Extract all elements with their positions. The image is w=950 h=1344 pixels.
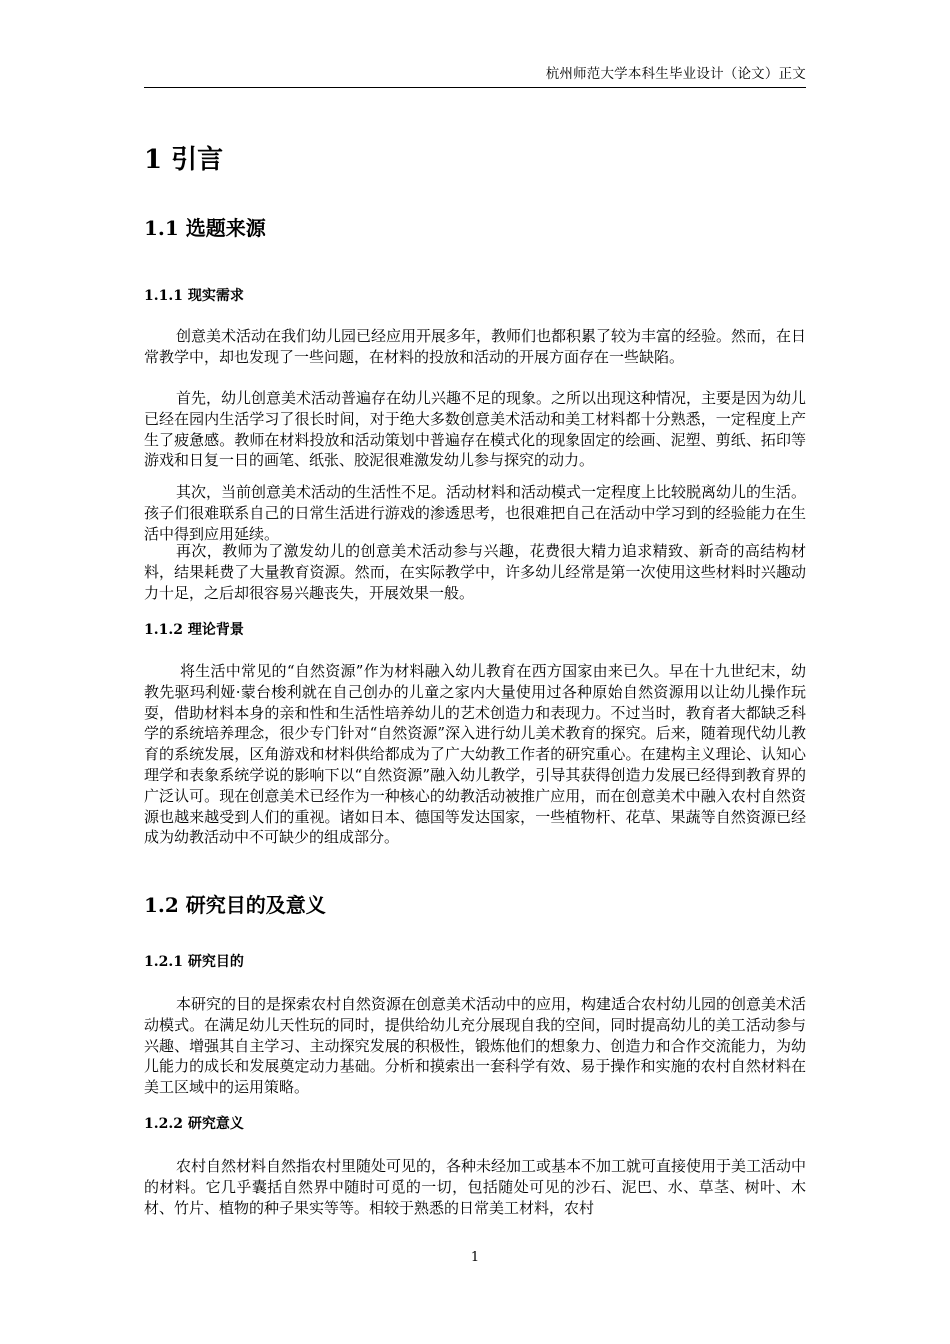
page-number: 1 xyxy=(470,1250,480,1265)
paragraph: 本研究的目的是探索农村自然资源在创意美术活动中的应用，构建适合农村幼儿园的创意美术活动模式。在满足幼儿天性玩的同时，提供给幼儿充分展现自我的空间，同时提高幼儿的美工活动参与兴趣、增强其自主学习、主动探究发展的积极性，锻炼他们的想象力、创造力和合作交流能力，为幼儿能力的成长和发展奠定动力基础。分析和摸索出一套科学有效、易于操作和实施的农村自然材料在美工区域中的运用策略。 xyxy=(144,995,807,1097)
subsection-title-1-2-2: 1.2.2 研究意义 xyxy=(144,1116,244,1132)
subsection-title-1-1-1: 1.1.1 现实需求 xyxy=(144,288,244,304)
subsection-title-1-2-1: 1.2.1 研究目的 xyxy=(144,954,244,970)
section-title-1-1: 1.1 选题来源 xyxy=(144,216,266,240)
paragraph: 其次，当前创意美术活动的生活性不足。活动材料和活动模式一定程度上比较脱离幼儿的生活。孩子们很难联系自己的日常生活进行游戏的渗透思考，也很难把自己在活动中学习到的经验能力在生活中得到应用延续。 xyxy=(144,483,807,543)
section-title-1-2: 1.2 研究目的及意义 xyxy=(144,893,326,917)
paragraph: 创意美术活动在我们幼儿园已经应用开展多年，教师们也都积累了较为丰富的经验。然而，在日常教学中，却也发现了一些问题，在材料的投放和活动的开展方面存在一些缺陷。 xyxy=(144,327,807,366)
chapter-title: 1 引言 xyxy=(144,145,224,175)
paragraph: 首先，幼儿创意美术活动普遍存在幼儿兴趣不足的现象。之所以出现这种情况，主要是因为幼儿已经在园内生活学习了很长时间，对于绝大多数创意美术活动和美工材料都十分熟悉，一定程度上产生了疲惫感。教师在材料投放和活动策划中普遍存在模式化的现象固定的绘画、泥塑、剪纸、拓印等游戏和日复一日的画笔、纸张、胶泥很难激发幼儿参与探究的动力。 xyxy=(144,389,807,470)
paragraph: 再次，教师为了激发幼儿的创意美术活动参与兴趣，花费很大精力追求精致、新奇的高结构材料，结果耗费了大量教育资源。然而，在实际教学中，许多幼儿经常是第一次使用这些材料时兴趣动力十足，之后却很容易兴趣丧失，开展效果一般。 xyxy=(144,542,806,602)
header-rule xyxy=(144,87,806,88)
paragraph: 将生活中常见的“自然资源”作为材料融入幼儿教育在西方国家由来已久。早在十九世纪末，幼教先驱玛利娅·蒙台梭利就在自己创办的儿童之家内大量使用过各种原始自然资源用以让幼儿操作玩耍，借助材料本身的亲和性和生活性培养幼儿的艺术创造力和表现力。不过当时，教育者大都缺乏科学的系统培养理念，很少专门针对“自然资源”深入进行幼儿美术教育的探究。后来，随着现代幼儿教育的系统发展，区角游戏和材料供给都成为了广大幼教工作者的研究重心。在建构主义理论、认知心理学和表象系统学说的影响下以“自然资源”融入幼儿教学，引导其获得创造力发展已经得到教育界的广泛认可。现在创意美术已经作为一种核心的幼教活动被推广应用，而在创意美术中融入农村自然资源也越来越受到人们的重视。诸如日本、德国等发达国家，一些植物杆、花草、果蔬等自然资源已经成为幼教活动中不可缺少的组成部分。 xyxy=(144,662,806,847)
paragraph: 农村自然材料自然指农村里随处可见的，各种未经加工或基本不加工就可直接使用于美工活动中的材料。它几乎囊括自然界中随时可觅的一切，包括随处可见的沙石、泥巴、水、草茎、树叶、木材、竹片、植物的种子果实等等。相较于熟悉的日常美工材料，农村 xyxy=(144,1157,807,1217)
running-header: 杭州师范大学本科生毕业设计（论文）正文 xyxy=(545,66,806,82)
subsection-title-1-1-2: 1.1.2 理论背景 xyxy=(144,622,244,638)
